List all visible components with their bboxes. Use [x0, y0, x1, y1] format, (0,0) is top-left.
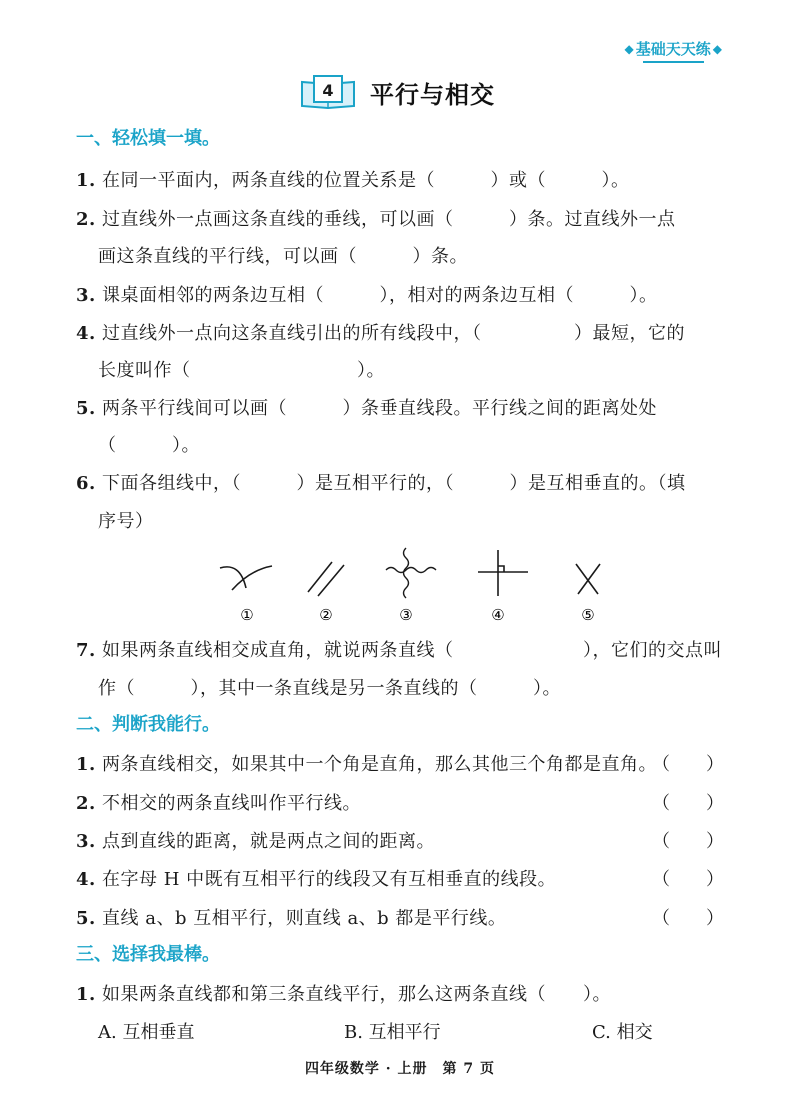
question-text: 如果两条直线都和第三条直线平行，那么这两条直线（ ）。: [102, 984, 612, 1005]
question-text: 在同一平面内，两条直线的位置关系是（ ）或（ ）。: [102, 170, 630, 191]
option-a[interactable]: A. 互相垂直: [98, 1022, 195, 1043]
lesson-number: 4: [322, 81, 334, 100]
question-number: 5.: [76, 398, 96, 419]
figure-label-4: ④: [491, 606, 505, 624]
question-text: 不相交的两条直线叫作平行线。: [102, 793, 362, 814]
question-1-6-cont: 序号）: [98, 511, 154, 532]
question-1-5: [76, 394, 657, 420]
page-footer: 四年级数学 · 上册 第 7 页: [304, 1061, 496, 1077]
question-text: 过直线外一点向这条直线引出的所有线段中，（ ）最短，它的: [102, 323, 686, 344]
question-1-1: [76, 166, 630, 192]
figure-label-1: ①: [240, 606, 254, 624]
judge-item-5: [76, 904, 506, 930]
question-number: 2.: [76, 793, 96, 814]
figure-label-2: ②: [319, 606, 333, 624]
question-1-6: [76, 469, 686, 495]
badge-text: 基础天天练: [635, 40, 711, 58]
title-text: 平行与相交: [370, 80, 495, 109]
question-number: 3.: [76, 285, 96, 306]
question-number: 2.: [76, 209, 96, 230]
section-2-heading: 二、判断我能行。: [76, 714, 220, 735]
figure-3-wavy: [386, 548, 436, 598]
answer-paren[interactable]: （ ）: [652, 908, 724, 929]
judge-item-1: [76, 750, 657, 776]
badge-underline: [643, 61, 704, 63]
question-text: 两条直线相交，如果其中一个角是直角，那么其他三个角都是直角。: [102, 754, 658, 775]
figure-1-curves: [220, 566, 272, 590]
answer-paren[interactable]: （ ）: [652, 793, 724, 814]
question-text: 在字母 H 中既有互相平行的线段又有互相垂直的线段。: [102, 869, 557, 890]
question-number: 1.: [76, 754, 96, 775]
question-1-7-cont: 作（ ），其中一条直线是另一条直线的（ ）。: [98, 678, 561, 699]
figure-5-intersecting: [576, 564, 600, 594]
header-badge: [625, 38, 722, 59]
judge-item-2: [76, 789, 361, 815]
answer-paren[interactable]: （ ）: [652, 754, 724, 775]
question-1-4-cont: 长度叫作（ ）。: [98, 360, 385, 381]
section-1-heading: 一、轻松填一填。: [76, 128, 220, 149]
book-icon: [300, 74, 356, 110]
diamond-icon: ◆: [624, 41, 634, 56]
question-number: 1.: [76, 984, 96, 1005]
question-1-2: [76, 205, 676, 231]
figure-4-perpendicular: [478, 550, 528, 596]
judge-item-4: [76, 865, 556, 891]
question-number: 7.: [76, 640, 96, 661]
answer-paren[interactable]: （ ）: [652, 831, 724, 852]
question-1-4: [76, 319, 685, 345]
question-1-7: [76, 636, 722, 662]
question-text: 如果两条直线相交成直角，就说两条直线（ ），它们的交点叫: [102, 640, 723, 661]
question-1-3: [76, 281, 658, 307]
figure-label-5: ⑤: [581, 606, 595, 624]
question-number: 6.: [76, 473, 96, 494]
question-text: 点到直线的距离，就是两点之间的距离。: [102, 831, 436, 852]
page-title: [300, 74, 495, 110]
question-text: 两条平行线间可以画（ ）条垂直线段。平行线之间的距离处处: [102, 398, 658, 419]
question-text: 直线 a、b 互相平行，则直线 a、b 都是平行线。: [102, 908, 507, 929]
choice-question-1: [76, 980, 611, 1006]
question-number: 3.: [76, 831, 96, 852]
question-text: 课桌面相邻的两条边互相（ ），相对的两条边互相（ ）。: [102, 285, 658, 306]
option-c[interactable]: C. 相交: [592, 1022, 653, 1043]
question-1-5-cont: （ ）。: [98, 435, 200, 456]
option-b[interactable]: B. 互相平行: [344, 1022, 441, 1043]
question-number: 4.: [76, 869, 96, 890]
figure-2-parallel: [308, 562, 344, 596]
question-number: 5.: [76, 908, 96, 929]
answer-paren[interactable]: （ ）: [652, 869, 724, 890]
judge-item-3: [76, 827, 435, 853]
figure-label-3: ③: [399, 606, 413, 624]
question-1-2-cont: 画这条直线的平行线，可以画（ ）条。: [98, 246, 468, 267]
question-text: 过直线外一点画这条直线的垂线，可以画（ ）条。过直线外一点: [102, 209, 676, 230]
diamond-icon: ◆: [712, 41, 722, 56]
question-text: 下面各组线中，（ ）是互相平行的，（ ）是互相垂直的。（填: [102, 473, 686, 494]
section-3-heading: 三、选择我最棒。: [76, 944, 220, 965]
line-figures: [210, 540, 610, 630]
question-number: 4.: [76, 323, 96, 344]
question-number: 1.: [76, 170, 96, 191]
